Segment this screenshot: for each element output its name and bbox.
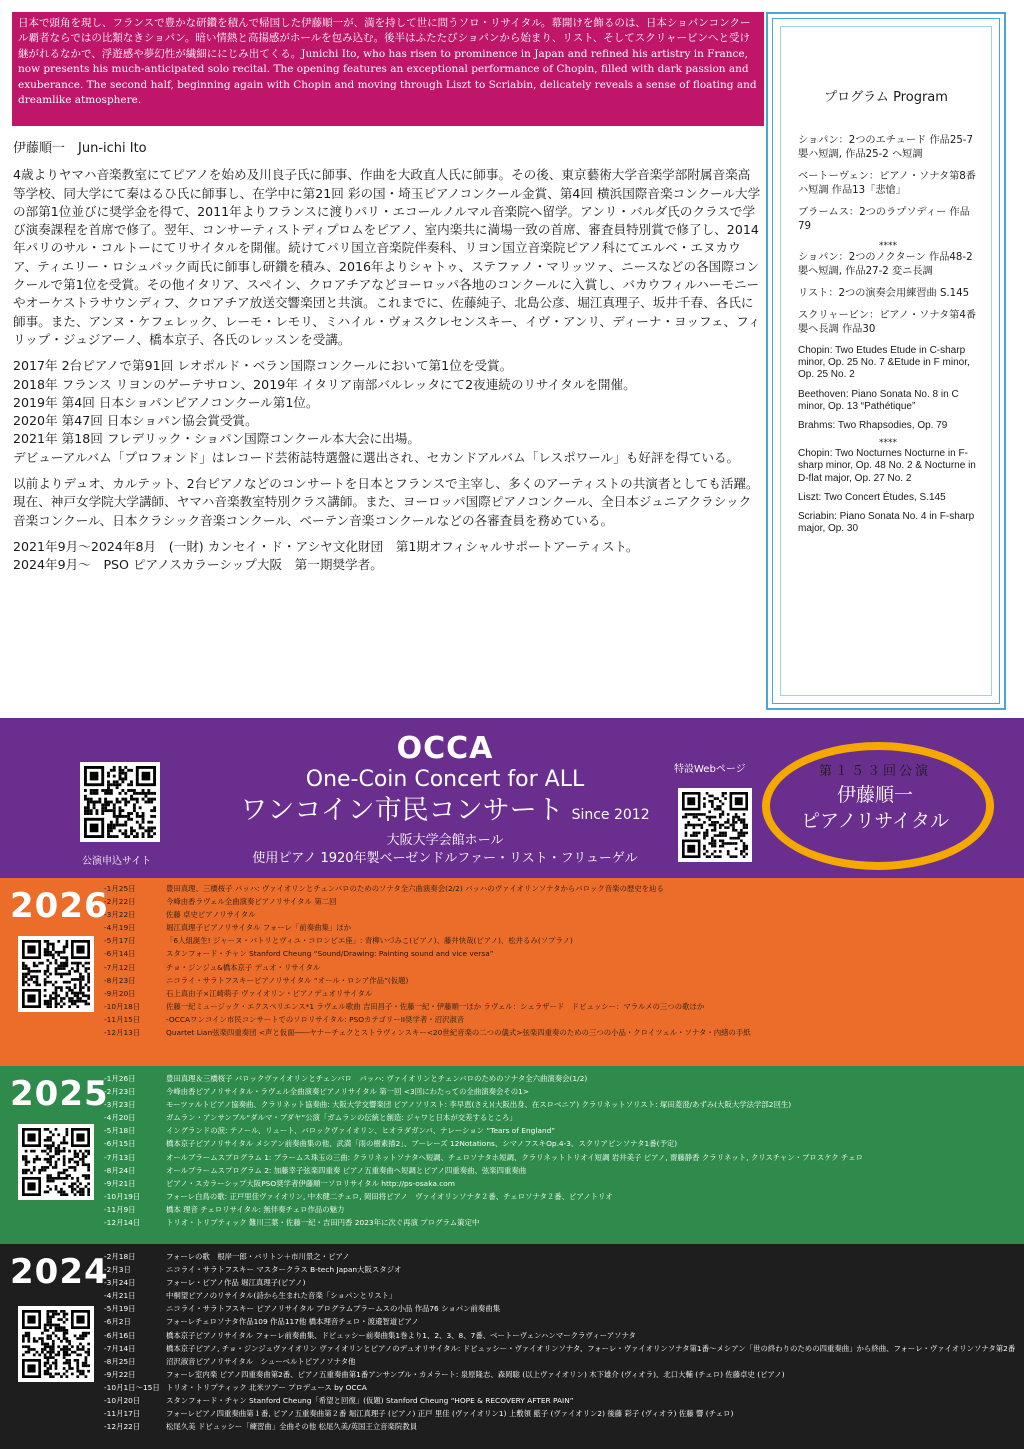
event-date: -3月22日 bbox=[104, 910, 136, 920]
year-label-2025: 2025 bbox=[10, 1074, 109, 1114]
event-title: 石上真由子×江崎萌子 ヴァイオリン・ピアノデュオリサイタル bbox=[166, 988, 373, 998]
event-date: -10月20日 bbox=[104, 1396, 141, 1406]
event-row bbox=[104, 1085, 1016, 1098]
year-band-2025 bbox=[0, 1066, 1024, 1244]
event-row bbox=[104, 1263, 1016, 1276]
event-row bbox=[104, 1302, 1016, 1315]
program-item-en-6: Scriabin: Piano Sonata No. 4 in F-sharp major, Op. 30 bbox=[798, 511, 975, 535]
program-divider: **** bbox=[879, 241, 897, 251]
event-list-2025 bbox=[104, 1072, 1016, 1229]
event-date: -9月20日 bbox=[104, 988, 136, 998]
event-row bbox=[104, 908, 1016, 921]
event-row bbox=[104, 1072, 1016, 1085]
event-list-2024 bbox=[104, 1250, 1016, 1433]
bio-line-2018: 2018年 フランス リヨンのゲーテサロン、2019年 イタリア南部バルレッタにて2夜連続のリサイタルを開催。 bbox=[13, 376, 636, 392]
event-row bbox=[104, 1250, 1016, 1263]
event-date: -9月21日 bbox=[104, 1178, 136, 1188]
event-row bbox=[104, 1151, 1016, 1164]
event-title: 松尾久美 ドビュッシー「練習曲」全曲その他 松尾久美/英国王立音楽院教員 bbox=[166, 1422, 418, 1432]
event-row bbox=[104, 882, 1016, 895]
event-date: -2月22日 bbox=[104, 897, 136, 907]
event-title: トリオ・トリプティック 難川三葉・佐藤一紀・吉田円香 2023年に次ぐ再演 プログラム策定中 bbox=[166, 1218, 480, 1228]
program-item-jp-2: ベートーヴェン：ピアノ・ソナタ第8番 ハ短調 作品13「悲愴」 bbox=[798, 171, 976, 196]
event-date: -2月23日 bbox=[104, 1087, 136, 1097]
program-item-en-1: Chopin: Two Etudes Etude in C-sharp minor, Op. 25 No. 7 &Etude in F minor, Op. 25 No. 2 bbox=[798, 345, 970, 381]
event-date: -11月15日 bbox=[104, 1014, 141, 1024]
event-date: -6月2日 bbox=[104, 1317, 131, 1327]
year-label-2024: 2024 bbox=[10, 1252, 109, 1292]
event-title: 今峰由香ラヴェル全曲演奏ピアノリサイタル 第二回 bbox=[166, 897, 337, 907]
event-row bbox=[104, 1355, 1016, 1368]
event-date: -4月19日 bbox=[104, 923, 136, 933]
concert-number: 第１５３回公演 bbox=[818, 764, 931, 779]
occa-piano: 使用ピアノ 1920年製ベーゼンドルファー・リスト・フリューゲル bbox=[252, 851, 638, 866]
program-item-en-5: Liszt: Two Concert Études, S.145 bbox=[798, 491, 946, 503]
intro-box bbox=[12, 12, 764, 126]
event-date: -4月21日 bbox=[104, 1291, 136, 1301]
event-row bbox=[104, 1164, 1016, 1177]
program-title: プログラム Program bbox=[824, 90, 948, 105]
event-row bbox=[104, 1000, 1016, 1013]
event-date: -2月3日 bbox=[104, 1265, 131, 1275]
event-row bbox=[104, 1137, 1016, 1150]
event-row bbox=[104, 1124, 1016, 1137]
event-date: -11月9日 bbox=[104, 1204, 136, 1214]
program-item-jp-5: リスト：2つの演奏会用練習曲 S.145 bbox=[798, 288, 970, 299]
concert-name-line-2: ピアノリサイタル bbox=[800, 810, 949, 832]
concert-name-line-1: 伊藤順一 bbox=[836, 784, 913, 806]
event-date: -12月14日 bbox=[104, 1218, 141, 1228]
program-item-jp-4: ショパン：2つのノクターン 作品48-2 嬰ヘ短調, 作品27-2 変ニ長調 bbox=[798, 252, 973, 277]
event-title: フォーレチェロソナタ作品109 作品117他 橋本理音チェロ・渡邉智道ピアノ bbox=[166, 1317, 419, 1327]
bio-line-2020: 2020年 第47回 日本ショパン協会賞受賞。 bbox=[13, 413, 258, 429]
event-row bbox=[104, 1315, 1016, 1328]
event-date: -7月14日 bbox=[104, 1343, 136, 1353]
event-row bbox=[104, 974, 1016, 987]
event-row bbox=[104, 1203, 1016, 1216]
qr-2026-icon[interactable] bbox=[18, 936, 94, 1012]
event-row bbox=[104, 1177, 1016, 1190]
event-row bbox=[104, 1381, 1016, 1394]
event-title: 「6人組誕生! ジャーヌ・バトリとヴィユ・コロンビエ座」: 青柳いづみこ(ピアノ)、藤井快哉(ピアノ)、松井るみ(ソプラノ) bbox=[166, 936, 573, 946]
event-title: 豊田真理、三橋桜子 バッハ: ヴァイオリンとチェンバロのためのソナタ全六曲演奏会(2/2) バッハのヴァイオリンソナタからバロック音楽の歴史を辿る bbox=[166, 884, 664, 893]
event-date: -3月24日 bbox=[104, 1278, 136, 1288]
concert-name bbox=[770, 782, 980, 834]
event-date: -5月17日 bbox=[104, 936, 136, 946]
event-title: ニコライ・サラトフスキーピアノリサイタル “オール・ロシア作品”(仮題) bbox=[166, 975, 409, 985]
event-date: -5月19日 bbox=[104, 1304, 136, 1314]
bio-paragraph-1: 4歳よりヤマハ音楽教室にてピアノを始め及川良子氏に師事、作曲を大政直人氏に師事。その後、東京藝術大学音楽学部附属音楽高等学校、同大学にて秦はるひ氏に師事し、在学中に第21回 彩の国・埼玉ピアノコンクール金賞、第4回 横浜国際音楽コンクール大学の部第1位並びに奨学金を得て、2011年よりフランスに渡りパリ・エコールノルマル音楽院へ留学。アンリ・バルダ氏のクラスで学び演奏課程を首席で修了。翌年、コンサーティストディプロムをピアノ、室内楽共に満場一致の首席、審査員特別賞で修了し、2014年パリのサル・コルトーにてリサイタルを開催。続けてパリ国立音楽院伴奏科、リヨン国立音楽院ピアノ科にてエルベ・エヌカウア、ティエリー・ロシュバック両氏に師事し研鑽を積み、2016年よりシャトゥ、ステファノ・マリッツァ、ニースなどの各国際コンクールで第1位を受賞。その他イタリア、スペイン、クロアチアなどヨーロッパ各地のコンクールに入賞し、バカウフィルハーモニーやオーケストラサウンディフ、クロアチア放送交響楽団と共演。これまでに、佐藤純子、北島公彦、堀江真理子、坂井千春、各氏に師事。また、アンヌ・ケフェレック、レーモ・レモリ、ミハイル・ヴォスクレセンスキー、イヴ・アンリ、ディーナ・ヨッフェ、フィリップ・ジュジアーノ、橋本京子、各氏のレッスンを受講。 bbox=[13, 167, 761, 347]
event-date: -10月19日 bbox=[104, 1191, 141, 1201]
event-row bbox=[104, 1289, 1016, 1302]
occa-section bbox=[0, 718, 1024, 1449]
event-title: 堀江真理子ピアノリサイタル フォーレ「前奏曲集」ほか bbox=[166, 923, 352, 933]
program-item-en-2: Beethoven: Piano Sonata No. 8 in C minor, Op. 13 “Pathétique” bbox=[798, 388, 959, 412]
event-title: フォーレ室内楽 ピアノ四重奏曲第2番、ピアノ五重奏曲第1番アンサンブル・カメラート: 泉原隆志、森岡聡 (以上ヴァイオリン) 木下雄介 (ヴィオラ)、北口大輔 (チェロ) 佐藤卓史 (ピアノ) bbox=[166, 1369, 785, 1379]
event-title: オールブラームスプログラム 1: ブラームス珠玉の三曲: クラリネットソナタヘ短調、チェロソナタホ短調、クラリネットトリオイ短調 岩井美子 ピアノ, 齋藤静香 クラリネット, クリスチャン・ブロスケク チェロ bbox=[166, 1152, 863, 1162]
special-page-qr-code-icon[interactable] bbox=[678, 788, 752, 862]
occa-header bbox=[0, 718, 1024, 878]
event-title: 佐藤 卓史ピアノリサイタル bbox=[166, 910, 256, 920]
event-title: スタンフォード・チャン Stanford Cheung “Sound/Drawing: Painting sound and vice versa” bbox=[166, 949, 494, 959]
event-title: 橋本京子ピアノ, チョ・ジンジュヴァイオリン ヴァイオリンとピアノのデュオリサイタル: ドビュッシー・ヴァイオリンソナタ、フォーレ・ヴァイオリンソナタ第1番〜メシアン「世の終わりのための四重奏曲」から終曲、フォーレ・ヴァイオリンソナタ第2番 bbox=[166, 1343, 1016, 1353]
event-list-2026 bbox=[104, 882, 1016, 1039]
ticket-qr-code-icon[interactable] bbox=[80, 762, 160, 842]
event-date: -8月24日 bbox=[104, 1165, 136, 1175]
event-date: -12月22日 bbox=[104, 1422, 141, 1432]
event-row bbox=[104, 1098, 1016, 1111]
event-title: ニコライ・サラトフスキー マスタークラス B-tech Japan大阪スタジオ bbox=[166, 1265, 402, 1275]
bio-line-albums: デビューアルバム「プロフォンド」はレコード芸術誌特選盤に選出され、セカンドアルバム「レスポワール」も好評を得ている。 bbox=[13, 449, 740, 465]
event-row bbox=[104, 1368, 1016, 1381]
occa-jp-title-text: ワンコイン市民コンサート bbox=[240, 795, 564, 826]
year-band-2026 bbox=[0, 878, 1024, 1066]
event-row bbox=[104, 1026, 1016, 1039]
event-title: イングランドの涙: テノール、リュート、バロックヴァイオリン、ヒオラダガンバ、ナレーション “Tears of England” bbox=[166, 1126, 556, 1136]
event-title: 豊田真理＆三橋桜子 バロックヴァイオリンとチェンバロ バッハ: ヴァイオリンとチェンバロのためのソナタ全六曲演奏会(1/2) bbox=[166, 1074, 588, 1083]
event-date: -1月25日 bbox=[104, 884, 136, 893]
event-date: -9月22日 bbox=[104, 1369, 136, 1379]
program-divider-en: **** bbox=[879, 438, 897, 449]
event-date: -6月15日 bbox=[104, 1139, 136, 1149]
occa-since: Since 2012 bbox=[571, 807, 650, 823]
event-title: 今峰由香ピアノリサイタル・ラヴェル全曲演奏ピアノリサイタル 第一回 <3回にわたっての全曲演奏会その1> bbox=[166, 1087, 530, 1097]
event-date: -8月25日 bbox=[104, 1356, 136, 1366]
event-date: -3月23日 bbox=[104, 1100, 136, 1110]
event-row bbox=[104, 1342, 1016, 1355]
program-item-jp-1: ショパン：2つのエチュード 作品25-7 嬰ハ短調, 作品25-2 ヘ短調 bbox=[798, 135, 973, 160]
program-item-jp-6: スクリャービン：ピアノ・ソナタ第4番 嬰ヘ長調 作品30 bbox=[798, 310, 977, 335]
event-row bbox=[104, 987, 1016, 1000]
qr-2024-icon[interactable] bbox=[18, 1306, 94, 1382]
bio-line-2019: 2019年 第4回 日本ショパンピアノコンクール第1位。 bbox=[13, 394, 319, 410]
occa-title-block bbox=[200, 732, 690, 868]
event-date: -7月13日 bbox=[104, 1152, 136, 1162]
occa-title: OCCA bbox=[396, 731, 494, 766]
bio-line-2017: 2017年 2台ピアノで第91回 レオポルド・ベラン国際コンクールにおいて第1位を受賞。 bbox=[13, 358, 513, 374]
event-row bbox=[104, 1190, 1016, 1203]
occa-hall: 大阪大学会館ホール bbox=[386, 833, 504, 848]
event-date: -6月14日 bbox=[104, 949, 136, 959]
event-row bbox=[104, 1394, 1016, 1407]
event-row bbox=[104, 1216, 1016, 1229]
event-row bbox=[104, 1111, 1016, 1124]
ticket-site-label: 公演申込サイト bbox=[82, 856, 152, 867]
event-row bbox=[104, 921, 1016, 934]
event-title: 佐藤一紀ミュージック・エクスペリエンス*1 ラヴェル歌曲 吉田昌子・佐藤一紀・伊藤順一ほか ラヴェル：シェラザード ドビュッシー：マラルメの三つの歌ほか bbox=[166, 1001, 705, 1011]
event-row bbox=[104, 895, 1016, 908]
event-title: フォーレの歌 根岸一郎・バリトン＋市川景之・ピアノ bbox=[166, 1252, 350, 1261]
event-title: 橋本 理音 チェロリサイタル: 無伴奏チェロ作品の魅力 bbox=[166, 1204, 345, 1214]
event-title: ガムラン・アンサンブル“ダルマ・ブダヤ”公演「ガムランの伝統と創造: ジャワと日本が交差するところ」 bbox=[166, 1113, 517, 1123]
event-row bbox=[104, 934, 1016, 947]
event-title: 橋本京子ピアノリサイタル メシアン前奏曲集の他、武満「雨の樹素描2」、ブーレーズ 12Notations、シマノフスキOp.4-3、スクリアビンソナタ1番(予定) bbox=[166, 1139, 678, 1149]
event-title: -OCCAワンコイン市民コンサートでのソロリサイタル: PSOカテゴリーII奨学者・沼沢淑音 bbox=[166, 1014, 465, 1024]
event-title: フォーレ白鳥の歌: 正戸里佳ヴァイオリン, 中木健二チェロ, 岡田将ピアノ ヴァイオリンソナタ２番、チェロソナタ２番、ピアノトリオ bbox=[166, 1191, 613, 1201]
event-date: -2月18日 bbox=[104, 1252, 136, 1261]
occa-subtitle: One-Coin Concert for ALL bbox=[305, 767, 585, 792]
event-row bbox=[104, 1013, 1016, 1026]
event-title: フォーレピアノ四重奏曲第１番, ピアノ五重奏曲第２番 堀江真理子 (ピアノ) 正戸 里佳 (ヴァイオリン1) 上敷領 藍子 (ヴァイオリン2) 後藤 彩子 (ヴィオラ) 佐藤 響 (チェロ) bbox=[166, 1409, 734, 1419]
event-date: -6月16日 bbox=[104, 1330, 136, 1340]
event-date: -4月20日 bbox=[104, 1113, 136, 1123]
special-page-label: 特設Webページ bbox=[674, 764, 746, 775]
intro-text: 日本で頭角を現し、フランスで豊かな研鑽を積んで帰国した伊藤順一が、満を持して世に問うソロ・リサイタル。幕開けを飾るのは、日本ショパンコンクール覇者ならではの比類なきショパン。暗い情熱と高揚感がホールを包み込む。後半はふたたびショパンから始まり、リスト、そしてスクリャービンへと受け継がれるなかで、浮遊感や夢幻性が繊細ににじみ出てくる。Junichi Ito, who has risen to prominence in Japan and refined his artistry in France, now presents his much-anticipated solo recital. The opening features an exceptional performance of Chopin, filled with dark passion and exuberance. The second half, beginning again with Chopin and moving through Liszt to Scriabin, delicately reveals a sense of floating and dreamlike atmosphere. bbox=[18, 17, 757, 107]
year-band-2024 bbox=[0, 1244, 1024, 1449]
event-title: 中桐望ピアノのリサイタル(詩から生まれた音楽「ショパンとリスト」 bbox=[166, 1291, 397, 1301]
program-item-en-4: Chopin: Two Nocturnes Nocturne in F-sharp minor, Op. 48 No. 2 & Nocturne in D-flat major, Op. 27 No. 2 bbox=[798, 448, 976, 484]
event-row bbox=[104, 1329, 1016, 1342]
event-title: 沼沢淑音ピアノリサイタル シューベルトピアノソナタ他 bbox=[166, 1356, 356, 1366]
bio-line-scholarship: 2024年9月～ PSO ピアノスカラーシップ大阪 第一期奨学者。 bbox=[13, 557, 383, 573]
event-title: トリオ・トリプティック 北米ツアー プロデュース by OCCA bbox=[166, 1382, 367, 1392]
year-label-2026: 2026 bbox=[10, 886, 109, 926]
bio-line-2021: 2021年 第18回 フレデリック・ショパン国際コンクール本大会に出場。 bbox=[13, 431, 420, 447]
event-row bbox=[104, 1420, 1016, 1433]
event-row bbox=[104, 947, 1016, 960]
bio-line-support: 2021年9月～2024年8月 (一財) カンセイ・ド・アシヤ文化財団 第1期オフィシャルサポートアーティスト。 bbox=[13, 538, 639, 554]
event-title: スタンフォード・チャン Stanford Cheung「希望と回復」(仮題) Stanford Cheung “HOPE & RECOVERY AFTER PAIN” bbox=[166, 1396, 574, 1406]
event-date: -10月1日～15日 bbox=[104, 1382, 160, 1392]
program-item-en-3: Brahms: Two Rhapsodies, Op. 79 bbox=[798, 420, 948, 432]
event-title: チョ・ジンジュ&橋本京子 デュオ・リサイタル bbox=[166, 962, 321, 972]
event-title: ニコライ・サラトフスキー ピアノリサイタル プログラムブラームスの小品 作品76 ショパン前奏曲集 bbox=[166, 1304, 501, 1314]
event-date: -12月13日 bbox=[104, 1028, 141, 1038]
event-date: -8月23日 bbox=[104, 975, 136, 985]
event-date: -7月12日 bbox=[104, 962, 136, 972]
event-row bbox=[104, 1276, 1016, 1289]
bio-paragraph-activities: 以前よりデュオ、カルテット、2台ピアノなどのコンサートを日本とフランスで主宰し、多くのアーティストの共演者としても活躍。現在、神戸女学院大学講師、ヤマハ音楽教室特別クラス講師。また、ヨーロッパ国際ピアノコンクール、全日本ジュニアクラシック音楽コンクール、日本クラシック音楽コンクール、ベーテン音楽コンクールなどの各審査員を務めている。 bbox=[13, 476, 759, 528]
event-title: モーツァルトピアノ協奏曲、クラリネット協奏曲: 大阪大学交響楽団 ピアノソリスト: 李早恵(さえ)(大阪出身、在スロベニア) クラリネットソリスト: 塚田菱澄/あずみ(大阪大学法学部2回生) bbox=[166, 1100, 792, 1110]
event-title: オールブラームスプログラム 2: 加藤幸子弦楽四重奏 ピアノ五重奏曲ヘ短調とピアノ四重奏曲、弦楽四重奏曲 bbox=[166, 1165, 527, 1175]
event-date: -11月17日 bbox=[104, 1409, 141, 1419]
event-date: -1月26日 bbox=[104, 1074, 136, 1083]
event-date: -5月18日 bbox=[104, 1126, 136, 1136]
event-title: ピアノ・スカラーシップ大阪PSO奨学者伊藤順一ソロリサイタル http://ps-osaka.com bbox=[166, 1178, 456, 1188]
event-title: Quartet Lian弦楽四重奏団 <声と仮面――ヤナーチェクとストラヴィンスキー<20世紀音楽の二つの儀式>弦楽四重奏のための三つの小品・クロイツェル・ソナタ・内緒の手紙 bbox=[166, 1028, 751, 1038]
event-date: -10月18日 bbox=[104, 1001, 141, 1011]
program-item-jp-3: ブラームス：2つのラプソディー 作品79 bbox=[798, 207, 970, 232]
qr-2025-icon[interactable] bbox=[18, 1124, 94, 1200]
event-title: 橋本京子ピアノリサイタル フォーレ前奏曲集、ドビュッシー前奏曲集1巻より1、2、3、8、7番、ベートーヴェンハンマークラヴィーアソナタ bbox=[166, 1330, 636, 1340]
event-row bbox=[104, 1407, 1016, 1420]
program-panel bbox=[766, 12, 1006, 710]
performer-name: 伊藤順一 Jun-ichi Ito bbox=[13, 141, 147, 156]
biography bbox=[13, 140, 761, 575]
event-title: フォーレ・ピアノ作品 堀江真理子(ピアノ) bbox=[166, 1278, 306, 1288]
occa-jp-title bbox=[200, 794, 690, 832]
event-row bbox=[104, 961, 1016, 974]
